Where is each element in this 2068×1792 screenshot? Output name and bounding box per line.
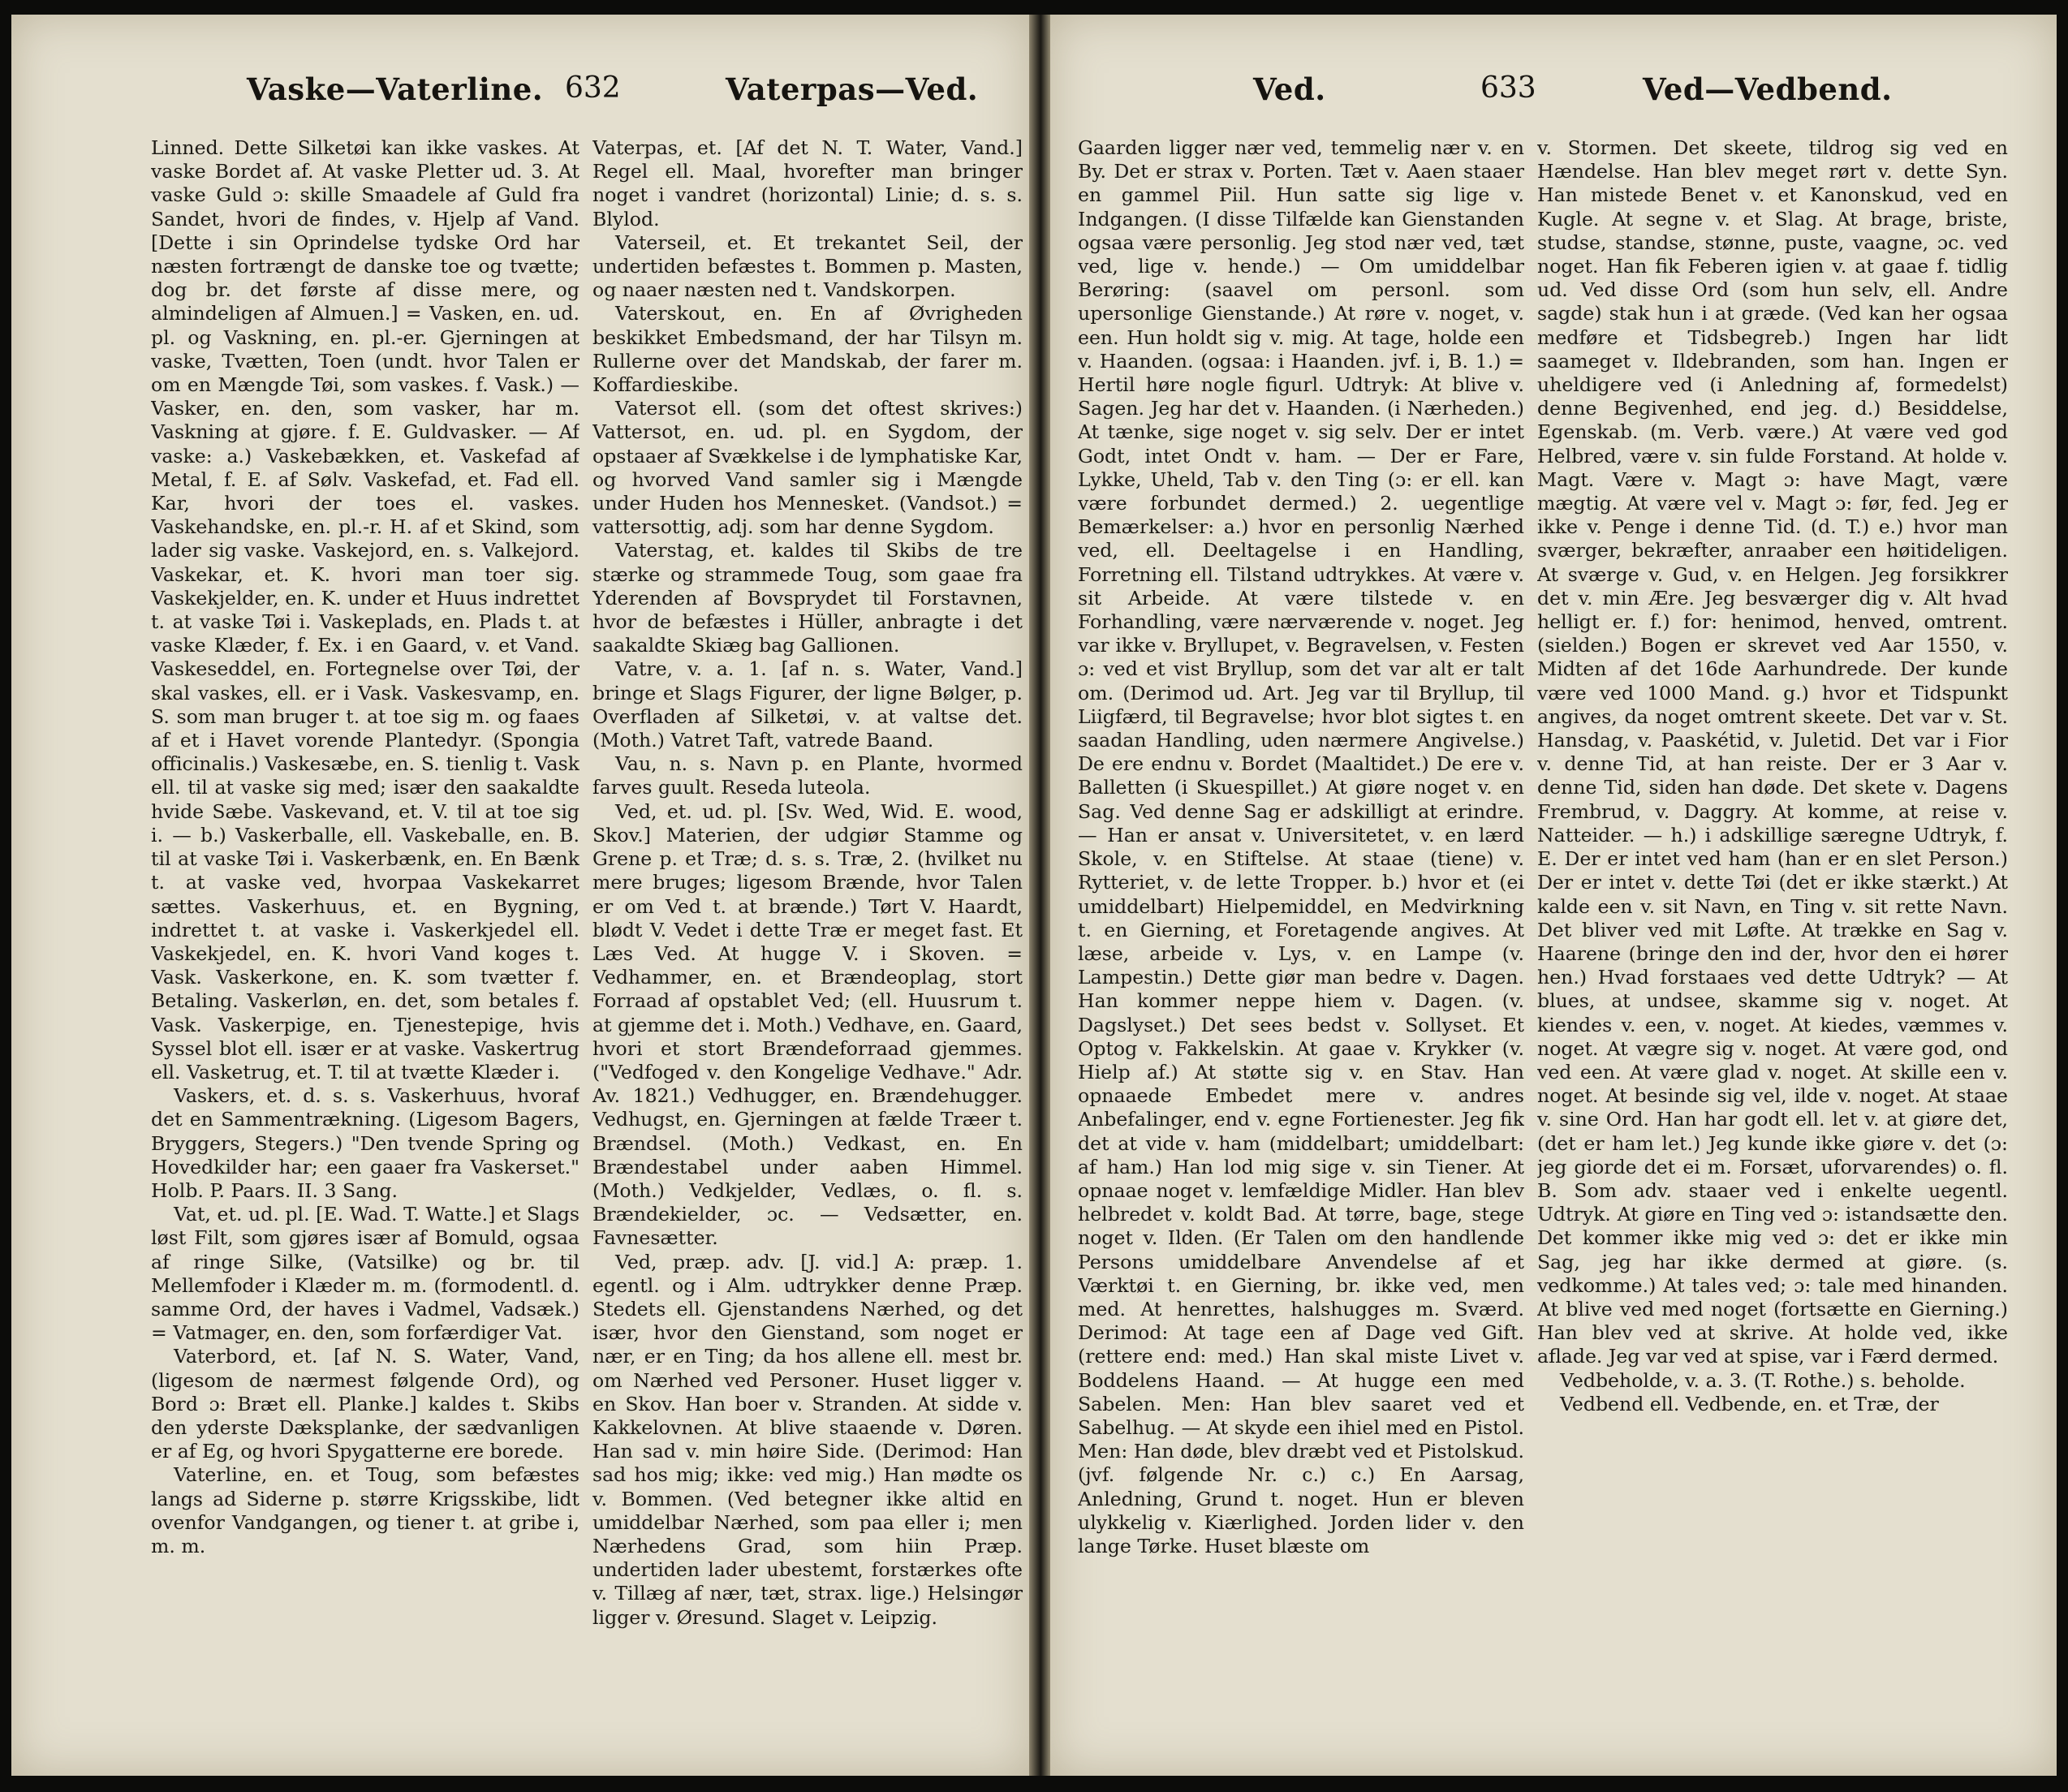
page-number: 632 [565,71,621,105]
left-column-1 [151,136,579,1703]
entry-text: Ved, et. ud. pl. [Sv. Wed, Wid. E. wood, Skov.] Materien, der udgiør Stamme og Grene p. et Træ; d. s. s. Træ, 2. (hvilket nu mere bruges; ligesom Brænde, hvor Talen er om Ved t. at brænde.) Tørt V. Haardt, blødt V. Vedet i dette Træ er meget fast. Et Læs Ved. At hugge V. i Skoven. = Vedhammer, en. et Brændeoplag, stort Forraad af opstablet Ved; (ell. Huusrum t. at gjemme det i. Moth.) Vedhave, en. Gaard, hvori et stort Brændeforraad gjemmes. ("Vedfoged v. den Kongelige Vedhave." Adr. Av. 1821.) Vedhugger, en. Brændehugger. Vedhugst, en. Gjerningen at fælde Træer t. Brændsel. (Moth.) Vedkast, en. En Brændestabel under aaben Himmel. (Moth.) Vedkjelder, Vedlæs, o. fl. s. Brændekielder, ɔc. — Vedsætter, en. Favnesætter. [592,799,1023,1250]
left-page [11,15,1029,1776]
entry-text: Vedbend ell. Vedbende, en. et Træ, der [1560,1392,1939,1415]
header-right-guideword: Vaterpas—Ved. [726,71,979,107]
running-header [1050,71,2057,120]
entry-text: Vat, et. ud. pl. [E. Wad. T. Watte.] et Slags løst Filt, som gjøres især af Bomuld, ogsaa af ringe Silke, (Vatsilke) og br. til Mellemfoder i Klæder m. m. (formodentl. d. samme Ord, der haves i Vadmel, Vadsæk.) = Vatmager, en. den, som forfærdiger Vat. [151,1203,579,1345]
entry-text: Vaterseil, et. Et trekantet Seil, der undertiden befæstes t. Bommen p. Masten, og naaer næsten ned t. Vandskorpen. [592,230,1023,302]
right-page [1050,15,2057,1776]
entry-text: Gaarden ligger nær ved, temmelig nær v. en By. Det er strax v. Porten. Tæt v. Aaen staaer en gammel Piil. Hun satte sig lige v. Indgangen. (I disse Tilfælde kan Gienstanden ogsaa være personlig. Jeg stod nær ved, tæt ved, lige v. hende.) — Om umiddelbar Berøring: (saavel om personl. som upersonlige Gienstande.) At røre v. noget, v. een. Hun holdt sig v. mig. At tage, holde een v. Haanden. (ogsaa: i Haanden. jvf. i, B. 1.) = Hertil høre nogle figurl. Udtryk: At blive v. Sagen. Jeg har det v. Haanden. (i Nærheden.) At tænke, sige noget v. sig selv. Der er intet Godt, intet Ondt v. ham. — Der er Fare, Lykke, Uheld, Tab v. den Ting (ɔ: er ell. kan være forbundet dermed.) 2. uegentlige Bemærkelser: a.) hvor en personlig Nærhed ved, ell. Deeltagelse i en Handling, Forretning ell. Tilstand udtrykkes. At være v. sit Arbeide. At være tilstede v. en Forhandling, være nærværende v. noget. Jeg var ikke v. Bryllupet, v. Begravelsen, v. Festen ɔ: ved et vist Bryllup, som det var alt er talt om. (Derimod ud. Art. Jeg var til Bryllup, til Liigfærd, til Begravelse; hvor blot sigtes t. en saadan Handling, uden nærmere Angivelse.) De ere endnu v. Bordet (Maaltidet.) De ere v. Balletten (i Skuespillet.) At giøre noget v. en Sag. Ved denne Sag er adskilligt at erindre. — Han er ansat v. Universitetet, v. en lærd Skole, v. en Stiftelse. At staae (tiene) v. Rytteriet, v. de lette Tropper. b.) hvor et (ei umiddelbart) Hielpemiddel, en Medvirkning t. en Gierning, et Foretagende angives. At læse, arbeide v. Lys, v. en Lampe (v. Lampestin.) Dette giør man bedre v. Dagen. Han kommer neppe hiem v. Dagen. (v. Dagslyset.) Det sees bedst v. Sollyset. Et Optog v. Fakkelskin. At gaae v. Krykker (v. Hielp af.) At støtte sig v. en Stav. Han opnaaede Embedet mere v. andres Anbefalinger, end v. egne Fortienester. Jeg fik det at vide v. ham (middelbart; umiddelbart: af ham.) Han lod mig sige v. sin Tiener. At opnaae noget v. lemfældige Midler. Han blev helbredet v. koldt Bad. At tørre, bage, stege noget v. Ilden. (Er Talen om den handlende Persons umiddelbare Anvendelse af et Værktøi t. en Gierning, br. ikke ved, men med. At henrettes, halshugges m. Sværd. Derimod: At tage een af Dage ved Gift. (rettere end: med.) Han skal miste Livet v. Boddelens Haand. — At hugge een med Sabelen. Men: Han blev saaret ved et Sabelhug. — At skyde een ihiel med en Pistol. Men: Han døde, blev dræbt ved et Pistolskud. (jvf. følgende Nr. c.) c.) En Aarsag, Anledning, Grund t. noget. Hun er bleven ulykkelig v. Kiærlighed. Jorden lider v. den lange Tørke. Huset blæste om [1078,136,1524,1557]
entry-text: Vedbeholde, v. a. 3. (T. Rothe.) s. beholde. [1560,1368,1966,1392]
book-gutter [1029,15,1050,1776]
right-column-1 [1078,136,1524,1703]
entry-text: Vau, n. s. Navn p. en Plante, hvormed farves guult. Reseda luteola. [592,752,1023,799]
right-column-2 [1537,136,2008,1703]
entry-text: Linned. Dette Silketøi kan ikke vaskes. At vaske Bordet af. At vaske Pletter ud. 3. At vaske Guld ɔ: skille Smaadele af Guld fra Sandet, hvori de findes, v. Hjelp af Vand. [Dette i sin Oprindelse tydske Ord har næsten fortrængt de danske toe og tvætte; dog br. det første af disse mere, og almindeligen af Almuen.] = Vasken, en. ud. pl. og Vaskning, en. pl.-er. Gjerningen at vaske, Tvætten, Toen (undt. hvor Talen er om en Mængde Tøi, som vaskes. f. Vask.) — Vasker, en. den, som vasker, har m. Vaskning at gjøre. f. E. Guldvasker. — Af vaske: a.) Vaskebækken, et. Vaskefad af Metal, f. E. af Sølv. Vaskefad, et. Fad ell. Kar, hvori der toes el. vaskes. Vaskehandske, en. pl.-r. H. af et Skind, som lader sig vaske. Vaskejord, en. s. Valkejord. Vaskekar, et. K. hvori man toer sig. Vaskekjelder, en. K. under et Huus indrettet t. at vaske Tøi i. Vaskeplads, en. Plads t. at vaske Klæder, f. Ex. i en Gaard, v. et Vand. Vaskeseddel, en. Fortegnelse over Tøi, der skal vaskes, ell. er i Vask. Vaskesvamp, en. S. som man bruger t. at toe sig m. og faaes af et i Havet vorende Plantedyr. (Spongia officinalis.) Vaskesæbe, en. S. tienlig t. Vask ell. til at vaske sig med; især den saakaldte hvide Sæbe. Vaskevand, et. V. til at toe sig i. — b.) Vaskerballe, ell. Vaskeballe, en. B. til at vaske Tøi i. Vaskerbænk, en. En Bænk t. at vaske ved, hvorpaa Vaskekarret sættes. Vaskerhuus, et. en Bygning, indrettet t. at vaske i. Vaskerkjedel ell. Vaskekjedel, en. K. hvori Vand koges t. Vask. Vaskerkone, en. K. som tvætter f. Betaling. Vaskerløn, en. det, som betales f. Vask. Vaskerpige, en. Tjenestepige, hvis Syssel blot ell. især er at vaske. Vaskertrug ell. Vasketrug, et. T. til at tvætte Klæder i. [151,136,579,1083]
entry-text: Vaterstag, et. kaldes til Skibs de tre stærke og strammede Toug, som gaae fra Yderenden af Bovsprydet til Forstavnen, hvor de befæstes i Hüller, anbragte i det saakaldte Skiæg bag Gallionen. [592,539,1023,657]
header-left-guideword: Ved. [1253,71,1326,107]
entry-text: Ved, præp. adv. [J. vid.] A: præp. 1. egentl. og i Alm. udtrykker denne Præp. Stedets ell. Gjenstandens Nærhed, og det især, hvor den Gienstand, som noget er nær, er en Ting; da hos allene ell. mest br. om Nærhed ved Personer. Huset ligger v. en Skov. Han boer v. Stranden. At sidde v. Kakkelovnen. At blive staaende v. Døren. Han sad v. min høire Side. (Derimod: Han sad hos mig; ikke: ved mig.) Han mødte os v. Bommen. (Ved betegner ikke altid en umiddelbar Nærhed, som paa eller i; men Nærhedens Grad, som hiin Præp. undertiden lader ubestemt, forstærkes ofte v. Tillæg af nær, tæt, strax. lige.) Helsingør ligger v. Øresund. Slaget v. Leipzig. [592,1250,1023,1629]
entry-text: Vaterbord, et. [af N. S. Water, Vand, (ligesom de nærmest følgende Ord), og Bord ɔ: Bræt ell. Planke.] kaldes t. Skibs den yderste Dæksplanke, der sædvanligen er af Eg, og hvori Spygatterne ere borede. [151,1345,579,1463]
entry-text: Vatersot ell. (som det oftest skrives:) Vattersot, en. ud. pl. en Sygdom, der opstaaer af Svækkelse i de lymphatiske Kar, og hvorved Vand samler sig i Mængde under Huden hos Mennesket. (Vandsot.) = vattersottig, adj. som har denne Sygdom. [592,397,1023,539]
entry-text: Vaterpas, et. [Af det N. T. Water, Vand.] Regel ell. Maal, hvorefter man bringer noget i vandret (horizontal) Linie; d. s. s. Blylod. [592,136,1023,230]
page-number: 633 [1480,71,1536,105]
entry-text: Vaterline, en. et Toug, som befæstes langs ad Siderne p. større Krigsskibe, lidt ovenfor Vandgangen, og tiener t. at gribe i, m. m. [151,1463,579,1557]
entry-text: Vatre, v. a. 1. [af n. s. Water, Vand.] bringe et Slags Figurer, der ligne Bølger, p. Overfladen af Silketøi, v. at valtse det. (Moth.) Vatret Taft, vatrede Baand. [592,657,1023,752]
left-column-2 [592,136,1023,1703]
header-left-guideword: Vaske—Vaterline. [247,71,544,107]
entry-text: v. Stormen. Det skeete, tildrog sig ved en Hændelse. Han blev meget rørt v. dette Syn. Han mistede Benet v. et Kanonskud, ved en Kugle. At segne v. et Slag. At brage, briste, studse, standse, stønne, puste, vaagne, ɔc. ved noget. Han fik Feberen igien v. at gaae f. tidlig ud. Ved disse Ord (som hun selv, ell. Andre sagde) stak hun i at græde. (Ved kan her ogsaa medføre et Tidsbegreb.) Ingen har lidt saameget v. Ildebranden, som han. Ingen er uheldigere ved (i Anledning af, formedelst) denne Begivenhed, end jeg. d.) Besiddelse, Egenskab. (m. Verb. være.) At være ved god Helbred, være v. sin fulde Forstand. At holde v. Magt. Være v. Magt ɔ: have Magt, være mægtig. At være vel v. Magt ɔ: før, fed. Jeg er ikke v. Penge i denne Tid. (d. T.) e.) hvor man sværger, bekræfter, anraaber een høitideligen. At sværge v. Gud, v. en Helgen. Jeg forsikkrer det v. min Ære. Jeg besværger dig v. Alt hvad helligt er. f.) for: henimod, henved, omtrent. (sielden.) Bogen er skrevet ved Aar 1550, v. Midten af det 16de Aarhundrede. Der kunde være ved 1000 Mand. g.) hvor et Tidspunkt angives, da noget omtrent skeete. Det var v. St. Hansdag, v. Paaskétid, v. Juletid. Det var i Fior v. denne Tid, at han reiste. Der er 3 Aar v. denne Tid, siden han døde. Det skete v. Dagens Frembrud, v. Daggry. At komme, at reise v. Natteider. — h.) i adskillige særegne Udtryk, f. E. Der er intet ved ham (han er en slet Person.) Der er intet v. dette Tøi (det er ikke stærkt.) At kalde een v. sit Navn, en Ting v. sit rette Navn. Det bliver ved mit Løfte. At trække en Sag v. Haarene (bringe den ind der, hvor den ei hører hen.) Hvad forstaaes ved dette Udtryk? — At blues, at undsee, skamme sig v. noget. At kiendes v. een, v. noget. At kiedes, væmmes v. noget. At vægre sig v. noget. At være god, ond ved een. At være glad v. noget. At skille een v. noget. At besinde sig vel, ilde v. noget. At staae v. sine Ord. Han har godt ell. let v. at giøre det, (det er ham let.) Jeg kunde ikke giøre v. det (ɔ: jeg giorde det ei m. Forsæt, uforvarendes) o. fl. B. Som adv. staaer ved i enkelte uegentl. Udtryk. At giøre en Ting ved ɔ: istandsætte den. Det kommer ikke mig ved ɔ: det er ikke min Sag, jeg har ikke dermed at giøre. (s. vedkomme.) At tales ved; ɔ: tale med hinanden. At blive ved med noget (fortsætte en Gierning.) Han blev ved at skrive. At holde ved, ikke aflade. Jeg var ved at spise, var i Færd dermed. [1537,136,2008,1368]
running-header [11,71,1029,120]
entry-text: Vaterskout, en. En af Øvrigheden beskikket Embedsmand, der har Tilsyn m. Rullerne over det Mandskab, der farer m. Koffardieskibe. [592,302,1023,397]
entry-text: Vaskers, et. d. s. s. Vaskerhuus, hvoraf det en Sammentrækning. (Ligesom Bagers, Bryggers, Stegers.) "Den tvende Spring og Hovedkilder har; een gaaer fra Vaskerset." Holb. P. Paars. II. 3 Sang. [151,1084,579,1202]
header-right-guideword: Ved—Vedbend. [1643,71,1893,107]
